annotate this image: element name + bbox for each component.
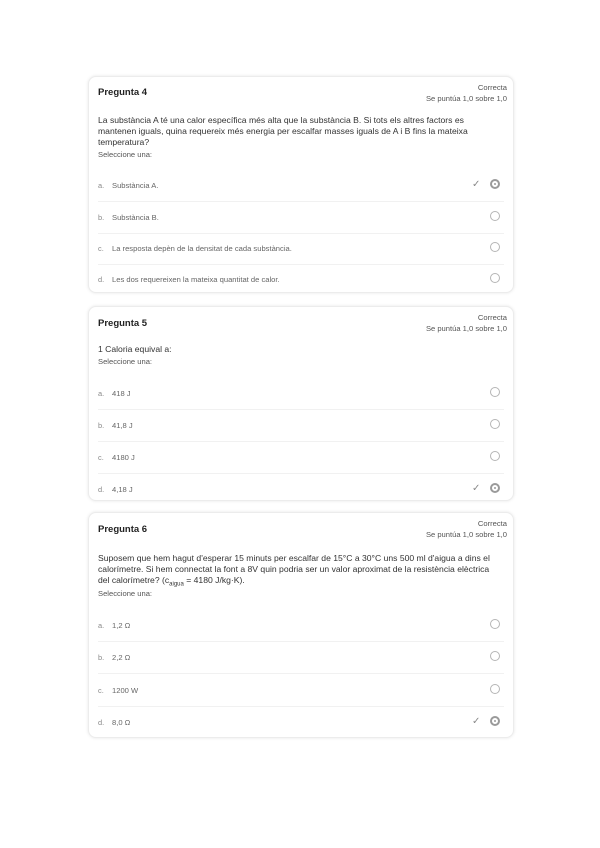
select-prompt: Seleccione una: [98,589,153,598]
option-text: 4,18 J [112,485,133,494]
question-text-part: = 4180 J/kg·K). [183,575,245,585]
correct-check-icon: ✓ [472,716,481,727]
score-label: Se puntúa 1,0 sobre 1,0 [425,94,507,103]
option-letter: b. [98,653,105,662]
option-divider [98,264,504,265]
option-text: La resposta depèn de la densitat de cada substància. [112,244,292,253]
option-divider [98,473,504,474]
question-title: Pregunta 5 [98,318,148,329]
option-b[interactable] [89,647,513,675]
option-d[interactable] [89,712,513,740]
option-d[interactable] [89,269,513,297]
question-status [426,82,507,104]
status-label: Correcta [477,519,507,528]
radio-button[interactable] [490,684,500,694]
question-text [98,553,503,591]
status-label: Correcta [477,313,507,322]
option-a[interactable] [89,383,513,411]
question-text: La substància A té una calor específica més alta que la substància B. Si tots els altres factors es mantenen iguals, quina requereix més energia per escalfar masses iguals de A i B fins la mateixa temperatura? [98,115,468,147]
option-text: 41,8 J [112,421,133,430]
radio-button[interactable] [490,242,500,252]
option-letter: a. [98,389,105,398]
select-prompt: Seleccione una: [98,150,153,159]
question-card-6 [88,512,514,738]
option-b[interactable] [89,207,513,235]
option-text: Les dos requereixen la mateixa quantitat de calor. [112,275,280,284]
radio-button[interactable] [490,419,500,429]
option-text: 418 J [112,389,131,398]
option-divider [98,409,504,410]
option-text: 1,2 Ω [112,621,131,630]
option-letter: a. [98,621,105,630]
radio-button[interactable] [490,483,500,493]
option-divider [98,673,504,674]
radio-button[interactable] [490,387,500,397]
option-text: 4180 J [112,453,135,462]
option-letter: d. [98,485,105,494]
option-a[interactable] [89,175,513,203]
option-divider [98,201,504,202]
score-label: Se puntúa 1,0 sobre 1,0 [425,324,507,333]
option-letter: d. [98,718,105,727]
subscript: aigua [169,581,184,588]
select-prompt: Seleccione una: [98,357,153,366]
option-letter: d. [98,275,105,284]
option-d[interactable] [89,479,513,507]
option-letter: b. [98,213,105,222]
question-status [426,312,507,334]
radio-button[interactable] [490,273,500,283]
option-letter: a. [98,181,105,190]
question-status [426,518,507,540]
option-c[interactable] [89,680,513,708]
score-label: Se puntúa 1,0 sobre 1,0 [425,530,507,539]
option-letter: b. [98,421,105,430]
option-a[interactable] [89,615,513,643]
option-text: Substància B. [112,213,159,222]
option-b[interactable] [89,415,513,443]
radio-button[interactable] [490,211,500,221]
question-text-part: Suposem que hem hagut d'esperar 15 minuts per escalfar de 15°C a 30°C uns 500 ml d'aigua a dins el calorímetre. Si hem connectat la font a 8V quin podria ser un valor aproximat de la resistència elèctrica del calorímetre? (c [98,553,490,585]
option-divider [98,706,504,707]
option-letter: c. [98,244,104,253]
option-divider [98,441,504,442]
question-text: 1 Caloria equival a: [98,344,172,354]
option-text: 2,2 Ω [112,653,131,662]
question-title: Pregunta 6 [98,524,148,535]
radio-button[interactable] [490,651,500,661]
correct-check-icon: ✓ [472,483,481,494]
option-text: 1200 W [112,686,139,695]
radio-button[interactable] [490,716,500,726]
option-c[interactable] [89,447,513,475]
correct-check-icon: ✓ [472,179,481,190]
option-text: 8,0 Ω [112,718,131,727]
option-c[interactable] [89,238,513,266]
radio-button[interactable] [490,619,500,629]
question-card-5 [88,306,514,501]
option-divider [98,641,504,642]
option-letter: c. [98,453,104,462]
status-label: Correcta [477,83,507,92]
question-title: Pregunta 4 [98,87,148,98]
option-divider [98,233,504,234]
radio-button[interactable] [490,179,500,189]
option-text: Substància A. [112,181,159,190]
radio-button[interactable] [490,451,500,461]
question-card-4 [88,76,514,293]
option-letter: c. [98,686,104,695]
